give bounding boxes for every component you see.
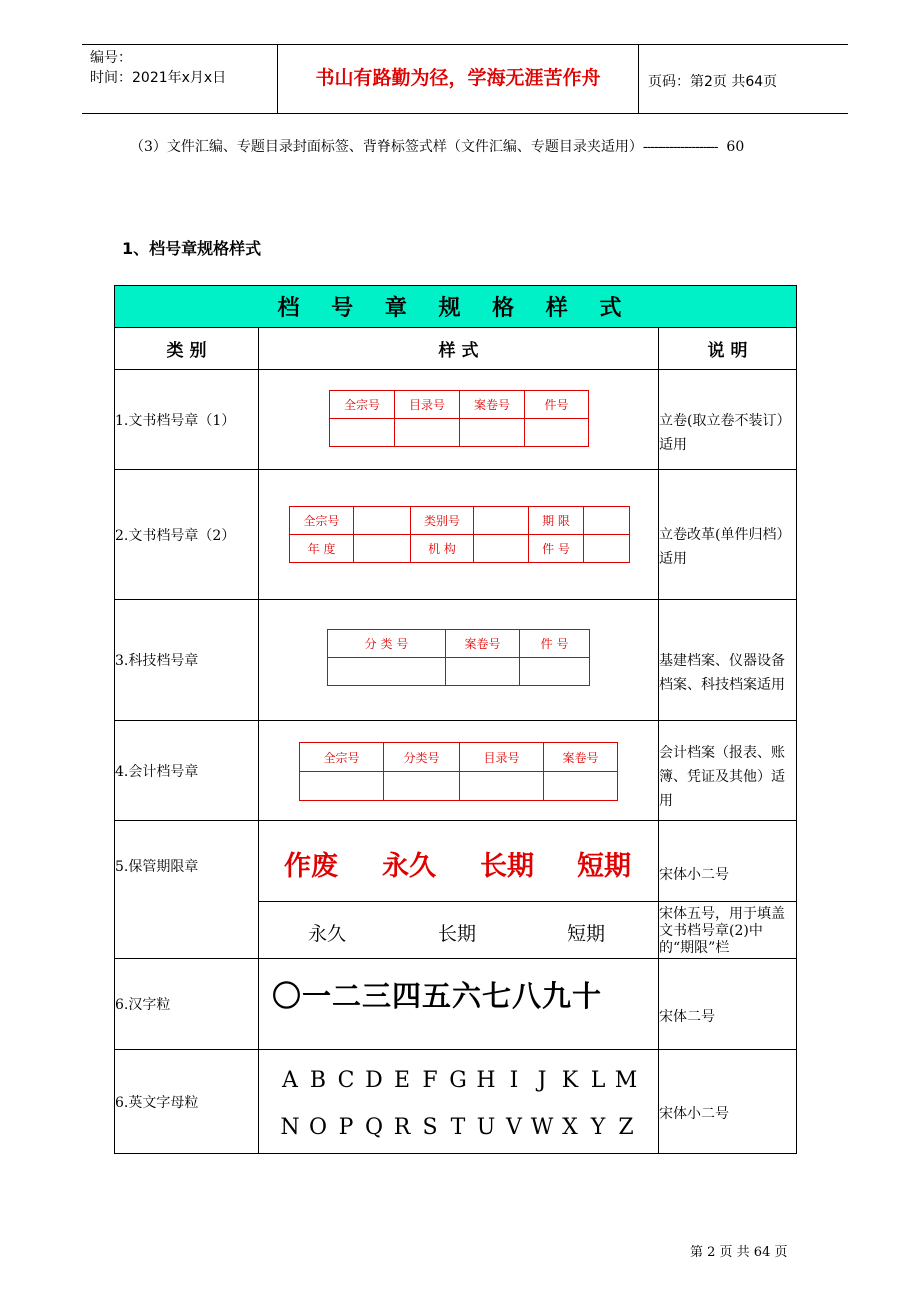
letter-glyph: E: [393, 1068, 411, 1093]
letter-glyph: H: [476, 1068, 496, 1093]
header-page-code: 页码：第2页 共64页: [648, 74, 778, 90]
letters-row-1: [276, 1068, 640, 1093]
letter-glyph: M: [614, 1068, 638, 1093]
category-cell: 1.文书档号章（1）: [115, 370, 259, 470]
stamp-cell: 年 度: [290, 535, 354, 563]
note-cell: 基建档案、仪器设备档案、科技档案适用: [659, 600, 797, 721]
letter-glyph: J: [537, 1068, 547, 1093]
header-divider: [638, 44, 639, 113]
letter-glyph: B: [309, 1068, 327, 1093]
stamp-blank-cell: [474, 507, 529, 535]
period-plain-short: 短期: [567, 923, 606, 945]
period-red-void: 作废: [284, 851, 338, 882]
stamp-cell: 分 类 号: [328, 630, 446, 658]
category-cell: 2.文书档号章（2）: [115, 470, 259, 600]
letter-glyph: V: [506, 1115, 522, 1140]
letter-glyph: C: [337, 1068, 355, 1093]
stamp-cell: 件 号: [529, 535, 584, 563]
letter-glyph: X: [562, 1115, 578, 1140]
note-cell: 宋体五号，用于填盖文书档号章(2)中的“期限”栏: [659, 902, 797, 959]
stamp-cell: 全宗号: [330, 391, 395, 419]
category-cell: 4.会计档号章: [115, 721, 259, 821]
stamp-cell: 机 构: [411, 535, 474, 563]
period-plain-long: 长期: [438, 923, 477, 945]
stamp-cell: 全宗号: [300, 743, 384, 772]
letter-glyph: O: [308, 1115, 328, 1140]
stamp-cell: 件 号: [520, 630, 590, 658]
stamp-cell: 案卷号: [446, 630, 520, 658]
stamp-blank-cell: [354, 535, 411, 563]
toc-entry: [130, 136, 744, 156]
stamp-blank-cell: [584, 535, 630, 563]
stamp-blank-cell: [525, 419, 589, 447]
note-cell: 宋体二号: [659, 959, 797, 1050]
toc-entry-text: （3）文件汇编、专题目录封面标签、背脊标签式样（文件汇编、专题目录夹适用）: [130, 139, 643, 155]
stamp-blank-cell: [328, 658, 446, 686]
stamp-blank-cell: [384, 772, 460, 801]
letter-glyph: K: [561, 1068, 579, 1093]
category-cell: 5.保管期限章: [115, 821, 259, 959]
letter-glyph: L: [590, 1068, 606, 1093]
letter-glyph: I: [509, 1068, 519, 1093]
header-motto: 书山有路勤为径，学海无涯苦作舟: [315, 67, 601, 89]
header-category: 类 别: [115, 328, 259, 370]
stamp-cell: 分类号: [384, 743, 460, 772]
letter-glyph: Y: [590, 1115, 606, 1140]
note-cell: 宋体小二号: [659, 1050, 797, 1154]
stamp-blank-cell: [474, 535, 529, 563]
stamp-cell: 件号: [525, 391, 589, 419]
period-red-short: 短期: [577, 851, 631, 882]
table-row: [115, 821, 797, 902]
stamp-cell: 案卷号: [460, 391, 525, 419]
letters-row-2: [276, 1115, 640, 1140]
header-sample: 样 式: [259, 328, 659, 370]
letter-glyph: F: [422, 1068, 438, 1093]
category-cell: 3.科技档号章: [115, 600, 259, 721]
stamp-blank-cell: [544, 772, 618, 801]
note-cell: 立卷(取立卷不装订）适用: [659, 370, 797, 470]
letter-glyph: R: [393, 1115, 411, 1140]
table-title: 档 号 章 规 格 样 式: [115, 286, 797, 328]
stamp-grid-3: [327, 629, 590, 686]
stamp-grid-4: [299, 742, 618, 801]
header-time: 时间：2021年x月x日: [90, 70, 227, 86]
stamp-blank-cell: [330, 419, 395, 447]
stamp-grid-2: [289, 506, 630, 563]
letter-glyph: Z: [618, 1115, 634, 1140]
note-cell: 立卷改革(单件归档）适用: [659, 470, 797, 600]
header-number-label: 编号：: [90, 50, 132, 66]
stamp-blank-cell: [460, 419, 525, 447]
letter-glyph: Q: [364, 1115, 384, 1140]
letter-glyph: N: [280, 1115, 300, 1140]
category-cell: 6.汉字粒: [115, 959, 259, 1050]
stamp-cell: 案卷号: [544, 743, 618, 772]
period-red-permanent: 永久: [382, 851, 436, 882]
toc-leader-dots: --------------------: [642, 139, 718, 155]
stamp-cell: 全宗号: [290, 507, 354, 535]
stamp-blank-cell: [460, 772, 544, 801]
page-footer: 第 2 页 共 64 页: [690, 1245, 788, 1260]
stamp-blank-cell: [395, 419, 460, 447]
letter-glyph: U: [476, 1115, 496, 1140]
stamp-cell: 类别号: [411, 507, 474, 535]
chinese-digit-row: 〇一二三四五六七八九十: [272, 979, 603, 1013]
note-cell: 宋体小二号: [659, 821, 797, 902]
letter-glyph: A: [282, 1068, 298, 1093]
stamp-blank-cell: [520, 658, 590, 686]
letter-glyph: W: [530, 1115, 554, 1140]
letter-glyph: P: [338, 1115, 354, 1140]
letter-glyph: D: [365, 1068, 383, 1093]
letter-glyph: G: [449, 1068, 467, 1093]
stamp-cell: 目录号: [395, 391, 460, 419]
header-bottom-rule: [82, 113, 848, 114]
period-plain-permanent: 永久: [308, 923, 347, 945]
stamp-cell: 目录号: [460, 743, 544, 772]
category-cell: 6.英文字母粒: [115, 1050, 259, 1154]
stamp-cell: 期 限: [529, 507, 584, 535]
period-red-long: 长期: [480, 851, 534, 882]
letter-glyph: T: [450, 1115, 466, 1140]
letter-glyph: S: [422, 1115, 438, 1140]
note-cell: 会计档案（报表、账簿、凭证及其他）适用: [659, 721, 797, 821]
header-note: 说 明: [659, 328, 797, 370]
stamp-blank-cell: [446, 658, 520, 686]
stamp-blank-cell: [300, 772, 384, 801]
stamp-blank-cell: [584, 507, 630, 535]
section-title: 1、档号章规格样式: [122, 239, 262, 258]
toc-entry-page: 60: [726, 139, 745, 155]
stamp-grid-1: [329, 390, 589, 447]
stamp-blank-cell: [354, 507, 411, 535]
